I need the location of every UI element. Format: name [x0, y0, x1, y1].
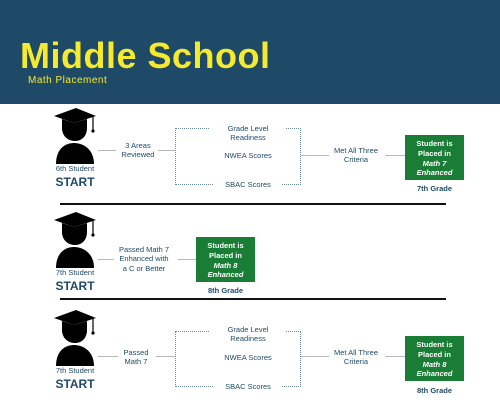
criteria-grade-level: Grade Level Readiness: [210, 124, 286, 143]
graduate-silhouette-icon: [50, 308, 98, 366]
page-title: Middle School: [20, 35, 271, 76]
start-label: START: [55, 279, 95, 293]
result-box: [196, 237, 255, 282]
grade-label: 8th Grade: [416, 386, 452, 395]
result-course: Math 7 Enhanced: [416, 158, 453, 178]
result-text: Student is Placed in: [416, 139, 453, 158]
connector-line: [156, 356, 175, 357]
input-label: Passed Math 7: [123, 348, 149, 367]
result-text: Student is Placed in: [207, 241, 244, 260]
connector-line: [385, 155, 405, 156]
graduate-silhouette-icon: [50, 210, 98, 268]
student-label: 6th Student: [55, 164, 95, 173]
criteria-sbac: SBAC Scores: [214, 180, 282, 189]
criteria-sbac: SBAC Scores: [214, 382, 282, 391]
section-divider: [60, 298, 446, 300]
page-subtitle: Math Placement: [28, 75, 108, 86]
result-text: Student is Placed in: [416, 340, 453, 359]
connector-line: [158, 150, 175, 151]
input-label: Passed Math 7 Enhanced with a C or Better: [118, 245, 170, 273]
result-course: Math 8 Enhanced: [416, 359, 453, 379]
result-box: [405, 135, 464, 180]
grade-label: 7th Grade: [416, 184, 452, 193]
condition-label: Met All Three Criteria: [333, 146, 379, 165]
input-label: 3 Areas Reviewed: [121, 141, 155, 160]
criteria-nwea: NWEA Scores: [214, 151, 282, 160]
criteria-grade-level: Grade Level Readiness: [210, 325, 286, 344]
start-label: START: [55, 377, 95, 391]
section-divider: [60, 203, 446, 205]
header-banner: [0, 0, 500, 104]
grade-label: 8th Grade: [207, 286, 243, 295]
graduate-silhouette-icon: [50, 106, 98, 164]
criteria-nwea: NWEA Scores: [214, 353, 282, 362]
student-label: 7th Student: [55, 366, 95, 375]
result-course: Math 8 Enhanced: [207, 260, 244, 280]
connector-line: [178, 259, 196, 260]
connector-line: [385, 356, 405, 357]
student-label: 7th Student: [55, 268, 95, 277]
condition-label: Met All Three Criteria: [333, 348, 379, 367]
result-box: [405, 336, 464, 381]
start-label: START: [55, 175, 95, 189]
